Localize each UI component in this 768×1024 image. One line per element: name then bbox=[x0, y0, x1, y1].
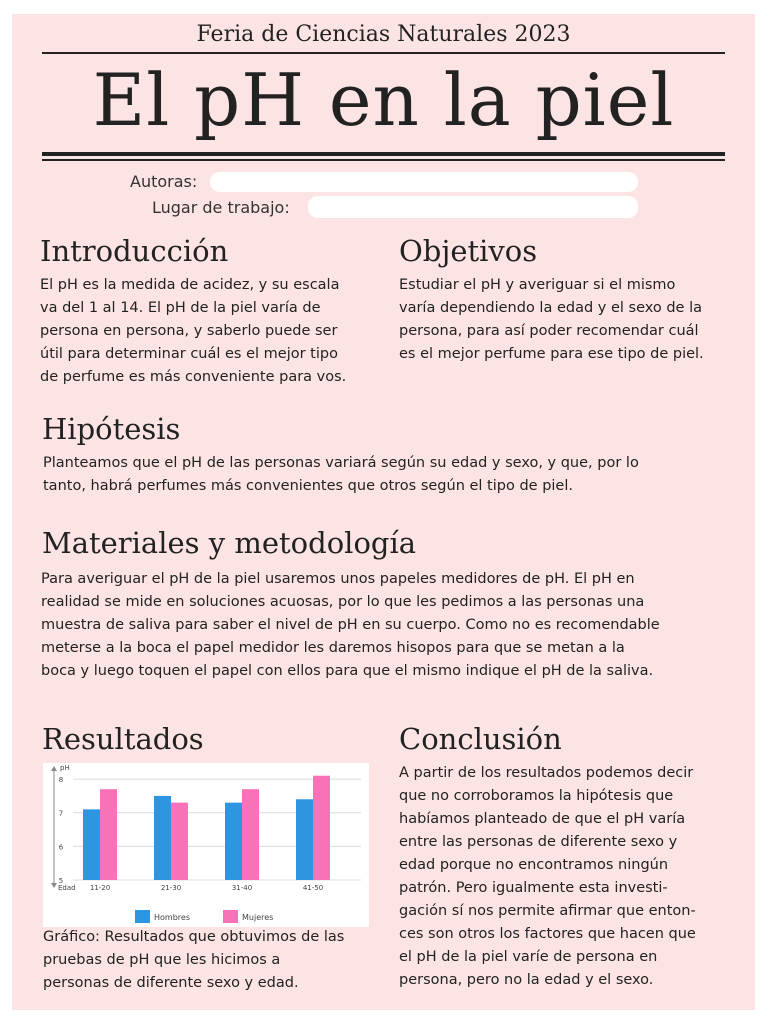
bar-hombres-21-30 bbox=[154, 796, 171, 880]
title-rule-thin bbox=[42, 159, 725, 161]
x-axis-label: Edad bbox=[58, 884, 76, 892]
methods-text: Para averiguar el pH de la piel usaremos unos papeles medidores de pH. El pH en realidad se mide en soluciones acuosas, por lo que les pedimos a las personas una muestra de saliva para saber el nivel de pH en su cuerpo. Como no es recomendable meterse a la boca el papel medidor les daremos hisopos para que se metan a la boca y luego toquen el papel con ellos para que el mismo indique el pH de la saliva. bbox=[41, 571, 660, 679]
y-tick-label: 8 bbox=[58, 776, 64, 785]
redacted-workplace bbox=[308, 196, 638, 218]
legend-label-mujeres: Mujeres bbox=[242, 913, 274, 922]
results-heading: Resultados bbox=[42, 722, 204, 756]
x-tick-label: 21-30 bbox=[160, 884, 182, 892]
y-tick-label: 5 bbox=[58, 877, 64, 885]
chart-caption: Gráfico: Resultados que obtuvimos de las pruebas de pH que les hicimos a personas de diferente sexo y edad. bbox=[43, 929, 345, 991]
title-rule-thick bbox=[42, 152, 725, 156]
workplace-label: Lugar de trabajo: bbox=[152, 198, 290, 217]
poster bbox=[12, 14, 755, 1010]
bar-mujeres-11-20 bbox=[100, 789, 117, 880]
y-tick-label: 6 bbox=[58, 843, 64, 852]
ph-bar-chart bbox=[43, 763, 369, 927]
legend-swatch-hombres bbox=[135, 910, 150, 923]
bar-hombres-11-20 bbox=[83, 809, 100, 880]
conclusion-text: A partir de los resultados podemos decir que no corroboramos la hipótesis que habíamos planteado de que el pH varía entre las personas de diferente sexo y edad porque no encontramos ningún patrón. Pero igualmente esta investi- gación sí nos permite afirmar que enton- ces son otros los factores que hacen que el pH de la piel varíe de persona en persona, pero no la edad y el sexo. bbox=[399, 765, 696, 988]
hypothesis-text: Planteamos que el pH de las personas variará según su edad y sexo, y que, por lo tanto, habrá perfumes más convenientes que otros según el tipo de piel. bbox=[43, 455, 639, 494]
bar-hombres-31-40 bbox=[225, 803, 242, 880]
bar-hombres-41-50 bbox=[296, 799, 313, 880]
bar-mujeres-31-40 bbox=[242, 789, 259, 880]
y-tick-label: 7 bbox=[58, 809, 64, 818]
x-tick-label: 31-40 bbox=[231, 884, 253, 892]
conclusion-heading: Conclusión bbox=[399, 722, 562, 756]
fair-name: Feria de Ciencias Naturales 2023 bbox=[196, 22, 571, 47]
bar-mujeres-41-50 bbox=[313, 776, 330, 880]
intro-heading: Introducción bbox=[40, 234, 229, 268]
methods-heading: Materiales y metodología bbox=[42, 526, 417, 560]
x-tick-label: 11-20 bbox=[89, 884, 111, 892]
redacted-authors bbox=[210, 172, 638, 192]
top-rule bbox=[42, 52, 725, 54]
legend-swatch-mujeres bbox=[223, 910, 238, 923]
y-axis-label: pH bbox=[60, 764, 70, 772]
page-title: El pH en la piel bbox=[92, 58, 675, 142]
objectives-heading: Objetivos bbox=[399, 234, 538, 268]
hypothesis-heading: Hipótesis bbox=[42, 412, 181, 446]
x-tick-label: 41-50 bbox=[302, 884, 324, 892]
authors-label: Autoras: bbox=[130, 172, 198, 191]
bar-mujeres-21-30 bbox=[171, 803, 188, 880]
legend-label-hombres: Hombres bbox=[154, 913, 190, 922]
intro-text: El pH es la medida de acidez, y su escala va del 1 al 14. El pH de la piel varía de persona en persona, y saberlo puede ser útil para determinar cuál es el mejor tipo de perfume es más conveniente para vos. bbox=[40, 277, 347, 385]
objectives-text: Estudiar el pH y averiguar si el mismo varía dependiendo la edad y el sexo de la persona, para así poder recomendar cuál es el mejor perfume para ese tipo de piel. bbox=[399, 277, 704, 362]
